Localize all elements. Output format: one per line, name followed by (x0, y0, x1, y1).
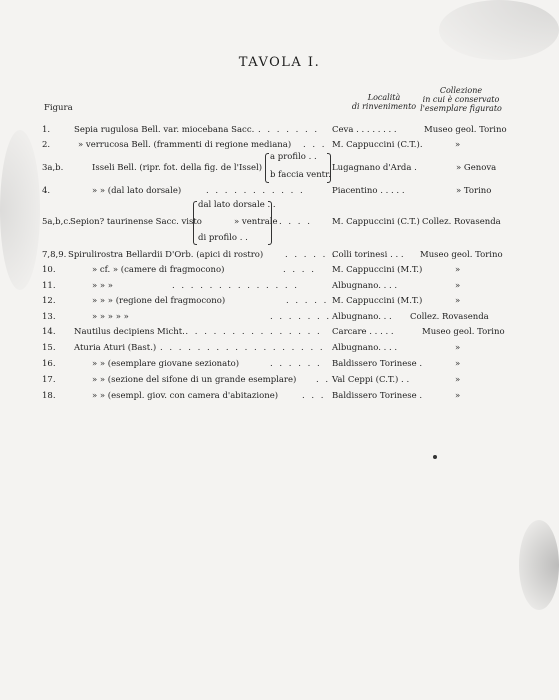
table-row (0, 281, 559, 295)
collection: » (455, 359, 461, 369)
leader-dots: . . . (302, 391, 326, 401)
collection: » (455, 140, 461, 150)
table-row (0, 391, 559, 405)
plate-title: TAVOLA I. (238, 55, 321, 70)
leader-dots: . . (316, 375, 331, 385)
sub-view-ventral: » ventrale (234, 217, 278, 227)
locality: Baldissero Torinese . (332, 391, 423, 401)
figure-number: 5a,b,c. (42, 217, 71, 227)
locality: M. Cappuccini (C.T.). (332, 140, 423, 150)
table-row (0, 186, 559, 200)
leader-dots: . . . . . . . (270, 312, 332, 322)
table-row (0, 125, 559, 139)
figure-number: 18. (42, 391, 56, 401)
locality: Albugnano. . . (332, 312, 392, 322)
figure-number: 15. (42, 343, 56, 353)
locality: M. Cappuccini (M.T.) (332, 296, 423, 306)
species-description: » » (dal lato dorsale) (92, 186, 182, 196)
figure-number: 13. (42, 312, 56, 322)
figure-number: 2. (42, 140, 51, 150)
table-row (0, 343, 559, 357)
locality: Carcare . . . . . (332, 327, 394, 337)
collection: » Torino (456, 186, 492, 196)
species-description: » » » (92, 281, 114, 291)
locality: Colli torinesi . . . (332, 250, 404, 260)
locality: Albugnano. . . . (332, 343, 398, 353)
leader-dots: . . . . . . (270, 359, 322, 369)
locality: Baldissero Torinese . (332, 359, 423, 369)
leader-dots: . . . . . . . . . . . . . . (172, 281, 299, 291)
figure-number: 17. (42, 375, 56, 385)
table-row (0, 375, 559, 389)
species-description: » » (esempl. giov. con camera d'abitazione) (92, 391, 279, 401)
locality: M. Cappuccini (C.T.) (332, 217, 420, 227)
bleed-through-text-lower (0, 530, 559, 544)
table-row (0, 327, 559, 341)
collection: Museo geol. Torino (420, 250, 503, 260)
table-row (0, 217, 559, 231)
sub-view-a: a profilo . . (270, 152, 317, 162)
sub-view-profile: di profilo . . (198, 233, 248, 243)
locality: Val Ceppi (C.T.) . . (332, 375, 410, 385)
species-description: Spirulirostra Bellardii D'Orb. (apici di rostro) (68, 250, 264, 260)
header-localita-line2: di rinvenimento (351, 102, 417, 111)
species-description: Sepion? taurinense Sacc. visto (70, 217, 202, 227)
bracket-right (327, 153, 331, 183)
header-localita-line1: Località (367, 93, 401, 102)
figure-number: 14. (42, 327, 56, 337)
leader-dots: . . . . (279, 217, 312, 227)
leader-dots: . . . . . . . (258, 125, 320, 135)
collection: » (455, 265, 461, 275)
figure-number: 12. (42, 296, 56, 306)
locality: M. Cappuccini (M.T.) (332, 265, 423, 275)
species-description: » » » » » (92, 312, 129, 322)
leader-dots: . . . (303, 140, 327, 150)
table-row (0, 359, 559, 373)
species-description: Sepia rugulosa Bell. var. miocebana Sacc. (74, 125, 255, 135)
table-row (0, 265, 559, 279)
collection: » (455, 391, 461, 401)
header-collezione (420, 86, 502, 113)
figure-number: 10. (42, 265, 56, 275)
table-row (0, 250, 559, 264)
figure-number: 11. (42, 281, 56, 291)
figure-number: 4. (42, 186, 51, 196)
leader-dots: . . . . (283, 265, 316, 275)
locality: Piacentino . . . . . (332, 186, 405, 196)
species-description: Aturia Aturi (Bast.) (74, 343, 157, 353)
collection: Museo geol. Torino (424, 125, 507, 135)
species-description: » » (sezione del sifone di un grande esemplare) (92, 375, 297, 385)
figure-number: 16. (42, 359, 56, 369)
leader-dots: . . . . . (286, 296, 329, 306)
header-collezione-line3: l'esemplare figurato (420, 104, 502, 113)
collection: Collez. Rovasenda (422, 217, 501, 227)
collection: Museo geol. Torino (422, 327, 505, 337)
leader-dots: . . . . . . . . . . . . . . . . (176, 327, 322, 337)
collection: » (455, 375, 461, 385)
figure-number: 3a,b. (42, 163, 64, 173)
leader-dots: . . . . . . (285, 250, 337, 260)
bleed-through-text (0, 30, 559, 54)
species-description: » » » (regione del fragmocono) (92, 296, 226, 306)
bracket-left (193, 201, 197, 245)
species-description: Isseli Bell. (ripr. fot. della fig. de l'Issel) (92, 163, 263, 173)
sub-view-dorsal: dal lato dorsale . . (198, 200, 276, 210)
header-localita (344, 93, 424, 111)
locality: Ceva . . . . . . . . (332, 125, 397, 135)
collection: » (455, 343, 461, 353)
table-row (0, 296, 559, 310)
header-collezione-line1: Collezione (439, 86, 483, 95)
species-description: » » (esemplare giovane sezionato) (92, 359, 240, 369)
bracket-right (268, 201, 272, 245)
sub-view-b: b faccia ventr. (270, 170, 331, 180)
header-figura: Figura (44, 103, 73, 113)
leader-dots: . . . . . . . . . . . . . . . . . . (160, 343, 325, 353)
table-row (0, 312, 559, 326)
figure-number: 1. (42, 125, 51, 135)
leader-dots: . . . . . . . . . . . (206, 186, 305, 196)
species-description: » cf. » (camere di fragmocono) (92, 265, 225, 275)
collection: Collez. Rovasenda (410, 312, 489, 322)
species-description: » verrucosa Bell. (frammenti di regione mediana) (78, 140, 292, 150)
figure-number: 7,8,9. (42, 250, 67, 260)
locality: Albugnano. . . . (332, 281, 398, 291)
bracket-left (265, 153, 269, 183)
species-description: Nautilus decipiens Micht. (74, 327, 185, 337)
collection: » Genova (456, 163, 497, 173)
ink-speck (433, 455, 437, 459)
header-collezione-line2: in cui è conservato (422, 95, 500, 104)
locality: Lugagnano d'Arda . (332, 163, 417, 173)
collection: » (455, 281, 461, 291)
collection: » (455, 296, 461, 306)
